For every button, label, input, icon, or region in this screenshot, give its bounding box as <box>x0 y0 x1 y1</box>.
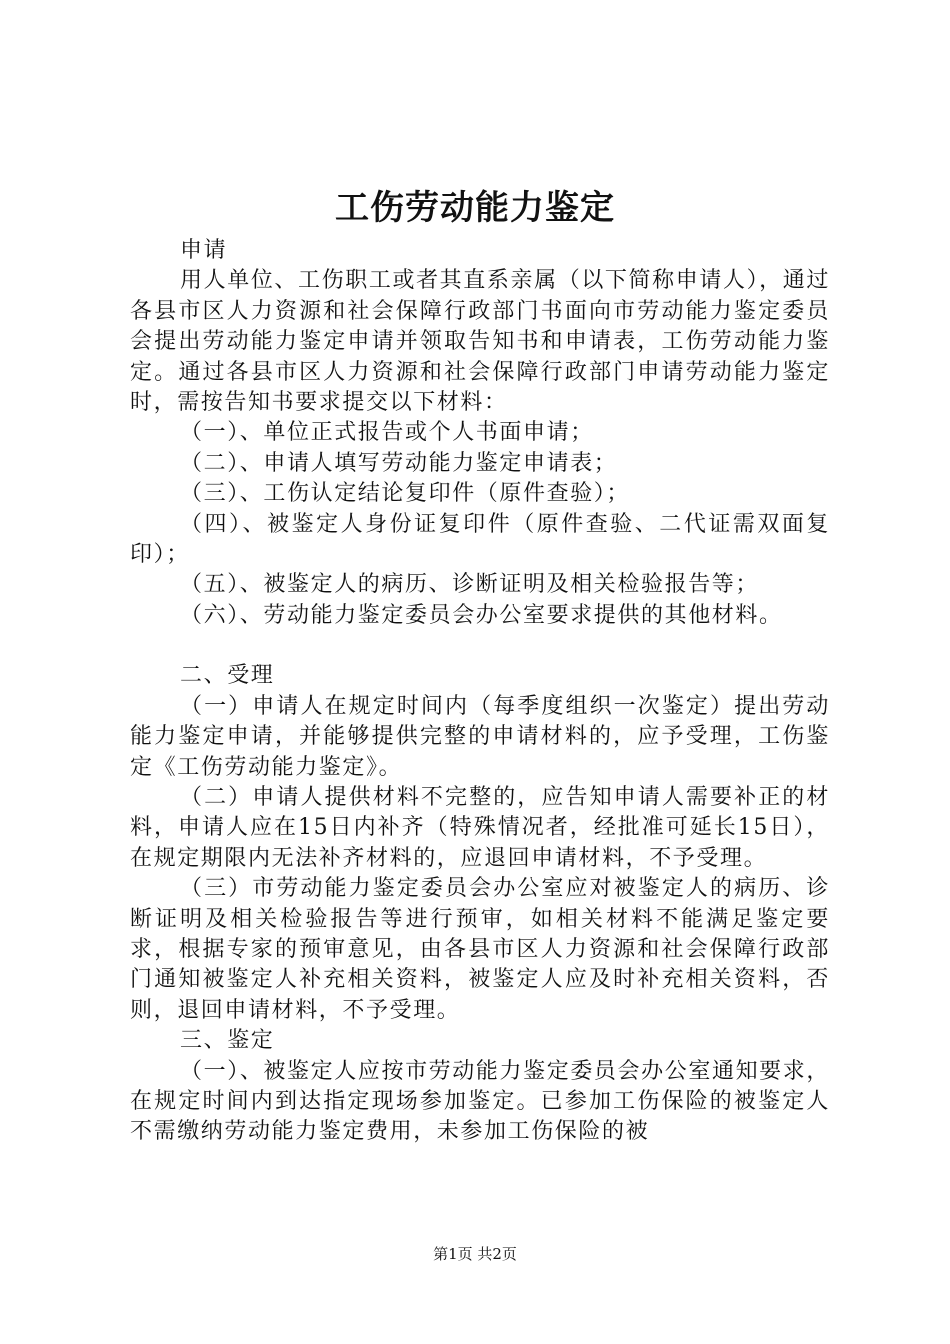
list-item-6: （六）、劳动能力鉴定委员会办公室要求提供的其他材料。 <box>180 602 783 628</box>
list-item-3: （三）、工伤认定结论复印件（原件查验）； <box>180 481 631 507</box>
blank-line <box>130 631 830 661</box>
page-footer: 第1页 共2页 <box>433 1245 517 1263</box>
paragraph-accept-1: （一）申请人在规定时间内（每季度组织一次鉴定）提出劳动能力鉴定申请，并能够提供完整的申请材料的，应予受理，工伤鉴定《工伤劳动能力鉴定》。 <box>130 693 830 780</box>
section-heading-appraisal: 三、鉴定 <box>180 1028 275 1054</box>
paragraph-accept-2: （二）申请人提供材料不完整的，应告知申请人需要补正的材料，申请人应在15日内补齐（特殊情况者，经批准可延长15日），在规定期限内无法补齐材料的，应退回申请材料，不予受理。 <box>130 784 830 871</box>
list-item-4: （四）、被鉴定人身份证复印件（原件查验、二代证需双面复印）； <box>130 511 830 568</box>
document-title: 工伤劳动能力鉴定 <box>335 188 615 228</box>
section-heading-apply: 申请 <box>180 238 228 263</box>
section-heading-accept: 二、受理 <box>180 663 275 689</box>
paragraph-applicant: 用人单位、工伤职工或者其直系亲属（以下简称申请人），通过各县市区人力资源和社会保障行政部门书面向市劳动能力鉴定委员会提出劳动能力鉴定申请并领取告知书和申请表，工伤劳动能力鉴定。通过各县市区人力资源和社会保障行政部门申请劳动能力鉴定时，需按告知书要求提交以下材料： <box>130 268 830 416</box>
list-item-5: （五）、被鉴定人的病历、诊断证明及相关检验报告等； <box>180 572 760 598</box>
paragraph-accept-3: （三）市劳动能力鉴定委员会办公室应对被鉴定人的病历、诊断证明及相关检验报告等进行预审，如相关材料不能满足鉴定要求，根据专家的预审意见，由各县市区人力资源和社会保障行政部门通知被鉴定人补充相关资料，被鉴定人应及时补充相关资料，否则，退回申请材料，不予受理。 <box>130 876 830 1023</box>
paragraph-appraisal-1: （一）、被鉴定人应按市劳动能力鉴定委员会办公室通知要求，在规定时间内到达指定现场参加鉴定。已参加工伤保险的被鉴定人不需缴纳劳动能力鉴定费用，未参加工伤保险的被 <box>130 1058 830 1145</box>
document-body <box>130 236 830 1148</box>
list-item-1: （一）、单位正式报告或个人书面申请； <box>180 420 594 446</box>
list-item-2: （二）、申请人填写劳动能力鉴定申请表； <box>180 450 618 476</box>
